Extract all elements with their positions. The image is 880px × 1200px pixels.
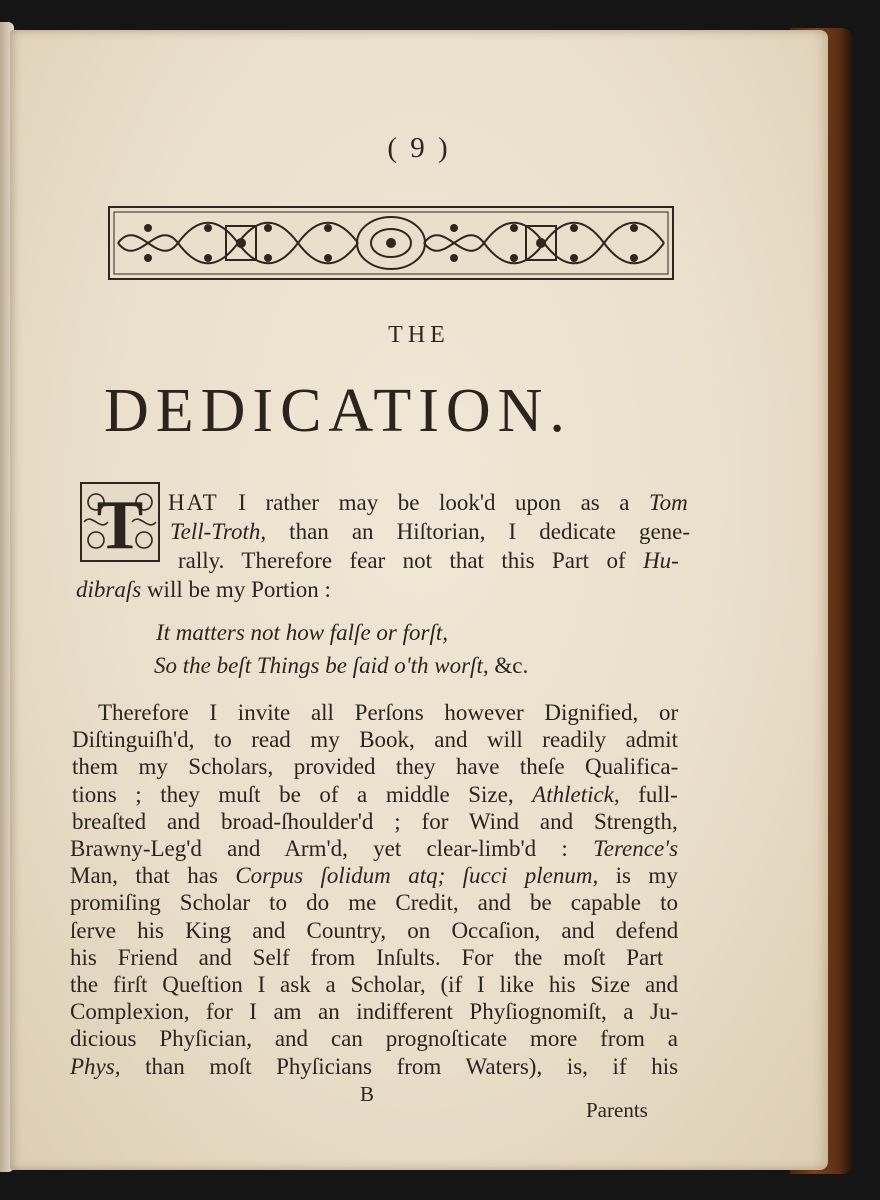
heading-the: THE [388, 322, 450, 348]
text-run: will be my Portion : [141, 577, 331, 602]
verse-line [156, 620, 448, 646]
text-run: them my Scholars, provided they have theſe Qualifica- [72, 754, 679, 780]
intro-line [168, 490, 688, 516]
text-run: his Friend and Self from Inſults. For the moſt Part [70, 944, 664, 970]
text-run: Corpus ſolidum atq; ſucci plenum, [235, 863, 599, 889]
text-run: I rather may be look'd upon as a [218, 490, 649, 515]
text-run: dibraſs [76, 577, 142, 602]
text-run: the firſt Queſtion I ask a Scholar, (if I like his Size and [70, 972, 679, 997]
text-run: &c. [488, 653, 529, 678]
text-run: So the beſt Things be ſaid o'th worſt, [154, 653, 489, 678]
text-run: is my [598, 863, 678, 889]
text-run: Athletick, [532, 781, 620, 807]
body-line [70, 1026, 678, 1052]
text-run: ſerve his King and Country, on Occaſion, and defend [70, 917, 679, 943]
text-run: full- [619, 781, 678, 807]
text-run: promiſing Scholar to do me Credit, and be capable to [70, 890, 678, 916]
text-run: Tell-Troth, [170, 519, 267, 544]
text-run: rally. Therefore fear not that this Part of [178, 548, 644, 573]
body-line [70, 1054, 678, 1080]
text-run: Therefore I invite all Perſons however Dignified, or [98, 700, 679, 725]
text-run: Terence's [593, 836, 679, 861]
intro-line [76, 577, 331, 603]
body-line [70, 945, 663, 971]
body-line [72, 782, 678, 808]
text-run: Complexion, for I am an indifferent Phyſiognomiſt, a Ju- [70, 999, 679, 1025]
page-number: ( 9 ) [387, 132, 451, 164]
body-line [70, 999, 678, 1025]
heading-dedication: DEDICATION. [104, 377, 572, 445]
text-run: It matters not how falſe or forſt, [156, 620, 448, 645]
text-run: Hu- [643, 548, 679, 573]
verse-line [154, 653, 528, 679]
drop-cap-initial [80, 482, 160, 562]
body-line [72, 809, 678, 835]
signature-mark: B [360, 1082, 375, 1106]
text-run: breaſted and broad-ſhoulder'd ; for Wind and Strength, [72, 808, 678, 834]
ornamental-headpiece [108, 206, 674, 280]
drop-cap-letter: T [96, 487, 144, 562]
catchword: Parents [586, 1098, 648, 1122]
intro-line [178, 548, 679, 574]
body-line [70, 863, 678, 889]
body-line [70, 972, 678, 998]
text-run: Phys, [70, 1053, 121, 1079]
body-line [72, 754, 678, 780]
intro-line [170, 519, 690, 545]
body-line [72, 727, 678, 753]
text-run: Brawny-Leg'd and Arm'd, yet clear-limb'd : [70, 836, 594, 861]
text-run: Man, that has [70, 863, 236, 889]
body-line [70, 918, 678, 944]
book-page [10, 30, 828, 1170]
text-run: dicious Phyſician, and can prognoſticate more from a [70, 1026, 678, 1052]
body-line [70, 890, 678, 916]
text-run: than moſt Phyſicians from Waters), is, if his [120, 1053, 679, 1079]
body-line [70, 836, 678, 862]
body-line [98, 700, 678, 726]
text-run: than an Hiſtorian, I dedicate gene- [266, 519, 691, 544]
text-run: tions ; they muſt be of a middle Size, [72, 781, 533, 807]
text-run: HAT [168, 490, 219, 515]
text-run: Diſtinguiſh'd, to read my Book, and will readily admit [72, 727, 679, 753]
text-run: Tom [649, 490, 688, 515]
